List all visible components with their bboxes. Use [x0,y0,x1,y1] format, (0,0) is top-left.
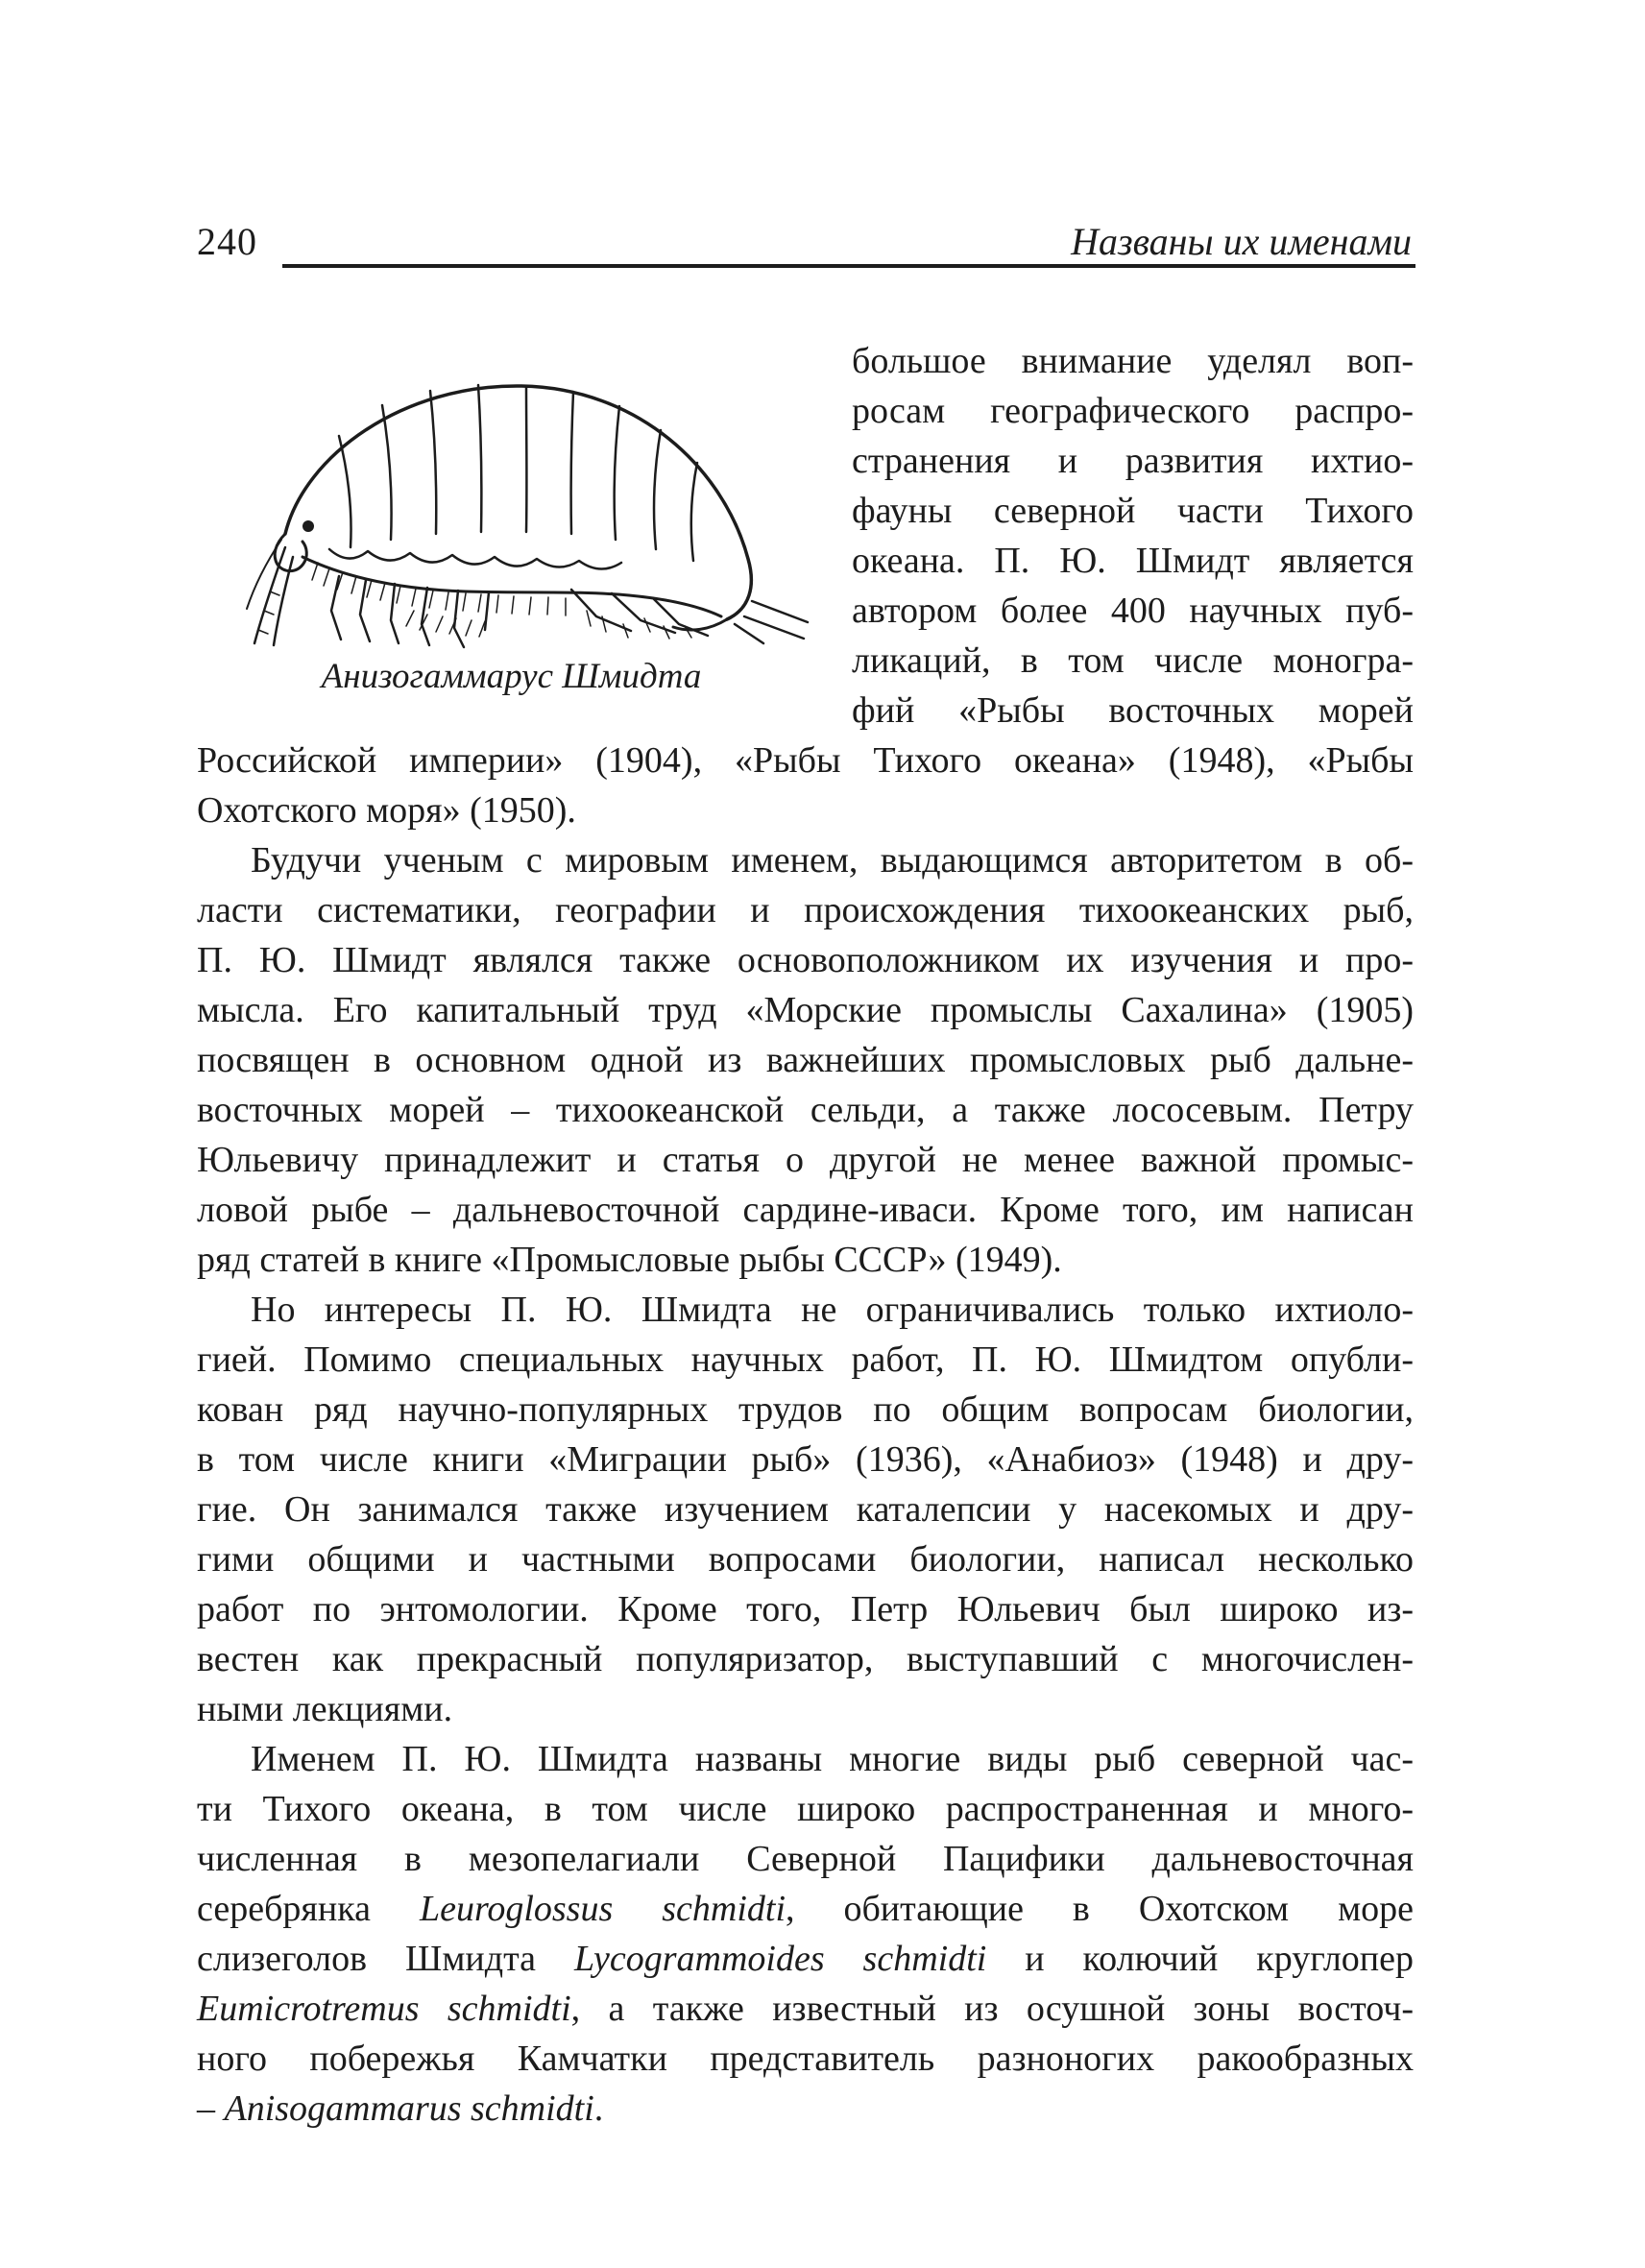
text-segment: гие. Он занимался также изучением каталепсии у насекомых и дру- [197,1489,1414,1530]
text-line [197,1734,1414,1784]
text-segment: ловой рыбе – дальневосточной сардине-иваси. Кроме того, им написан [197,1190,1414,1230]
text-line [197,1634,1414,1684]
text-segment: Юльевичу принадлежит и статья о другой не менее важной промыс- [197,1140,1414,1180]
text-segment: ного побережья Камчатки представитель разноногих ракообразных [197,2039,1414,2079]
text-segment: слизеголов Шмидта [197,1939,574,1979]
header-rule [282,221,1415,268]
text-segment: фий «Рыбы восточных морей [852,690,1414,731]
running-title: Названы их именами [1071,220,1412,263]
text-line [197,1684,1414,1734]
species-name: Eumicrotremus schmidti [197,1989,571,2029]
text-line [197,1884,1414,1934]
text-line [197,1784,1414,1834]
text-segment: и колючий круглопер [986,1939,1415,1979]
text-segment: фауны северной части Тихого [852,491,1414,531]
text-line [197,1385,1414,1435]
amphipod-illustration [226,359,811,652]
text-segment: в том числе книги «Миграции рыб» (1936), «Анабиоз» (1948) и дру- [197,1439,1414,1480]
page-header [197,221,1415,268]
text-segment: восточных морей – тихоокеанской сельди, а также лососевым. Петру [197,1090,1414,1130]
text-line [197,1534,1414,1584]
species-name: Lycogrammoides schmidti [573,1939,987,1979]
text-segment: кован ряд научно-популярных трудов по общим вопросам биологии, [197,1389,1414,1430]
text-line [197,1934,1414,1984]
text-line [197,1984,1414,2034]
figure [197,336,826,711]
text-segment: П. Ю. Шмидт являлся также основоположником их изучения и про- [197,940,1414,980]
text-segment: росам географического распро- [852,391,1414,431]
text-segment: Российской империи» (1904), «Рыбы Тихого океана» (1948), «Рыбы [197,740,1414,781]
text-line [197,1834,1414,1884]
text-line [197,1035,1414,1085]
text-segment: Именем П. Ю. Шмидта названы многие виды рыб северной час- [251,1739,1414,1779]
text-segment: Будучи ученым с мировым именем, выдающимся авторитетом в об- [251,840,1414,881]
text-segment: странения и развития ихтио- [852,441,1414,481]
text-segment: гими общими и частными вопросами биологии, написал несколько [197,1539,1414,1580]
text-line [197,1435,1414,1484]
text-line [197,2084,1414,2134]
text-line [197,1285,1414,1335]
body-text [197,336,1414,2134]
text-segment: , обитающие в Охотском море [786,1889,1414,1929]
text-segment: ти Тихого океана, в том числе широко распространенная и много- [197,1789,1414,1829]
text-segment: – [197,2088,225,2129]
text-line [197,835,1414,885]
text-line [197,1185,1414,1235]
text-line [197,1235,1414,1285]
text-line [197,785,1414,835]
text-segment: ными лекциями. [197,1689,453,1729]
text-line [197,985,1414,1035]
text-line [197,1584,1414,1634]
text-line [197,2034,1414,2084]
text-segment: . [593,2088,604,2129]
text-segment: ласти систематики, географии и происхождения тихоокеанских рыб, [197,890,1414,930]
species-name: Anisogammarus schmidti [224,2088,594,2129]
text-segment: большое внимание уделял воп- [852,341,1414,381]
text-line [197,1335,1414,1385]
text-line [197,885,1414,935]
text-line [197,935,1414,985]
text-segment: вестен как прекрасный популяризатор, выступавший с многочислен- [197,1639,1414,1679]
text-segment: численная в мезопелагиали Северной Пацифики дальневосточная [197,1839,1414,1879]
text-segment: серебрянка [197,1889,420,1929]
figure-caption: Анизогаммарус Шмидта [321,657,702,696]
text-line [197,1085,1414,1135]
text-segment: ликаций, в том числе моногра- [852,640,1414,681]
text-segment: Но интересы П. Ю. Шмидта не ограничивались только ихтиоло- [251,1290,1414,1330]
text-segment: , а также известный из осушной зоны восточ- [570,1989,1414,2029]
text-segment: мысла. Его капитальный труд «Морские промыслы Сахалина» (1905) [197,990,1414,1030]
text-segment: ряд статей в книге «Промысловые рыбы СССР» (1949). [197,1240,1062,1280]
text-segment: посвящен в основном одной из важнейших промысловых рыб дальне- [197,1040,1414,1080]
page-number: 240 [197,220,257,263]
text-segment: автором более 400 научных пуб- [852,591,1414,631]
text-line [197,1484,1414,1534]
text-line [197,1135,1414,1185]
text-segment: Охотского моря» (1950). [197,790,576,831]
text-segment: океана. П. Ю. Шмидт является [852,541,1414,581]
text-segment: работ по энтомологии. Кроме того, Петр Юльевич был широко из- [197,1589,1414,1629]
text-line [197,736,1414,785]
text-segment: гией. Помимо специальных научных работ, П. Ю. Шмидтом опубли- [197,1339,1414,1380]
species-name: Leuroglossus schmidti [419,1889,786,1929]
